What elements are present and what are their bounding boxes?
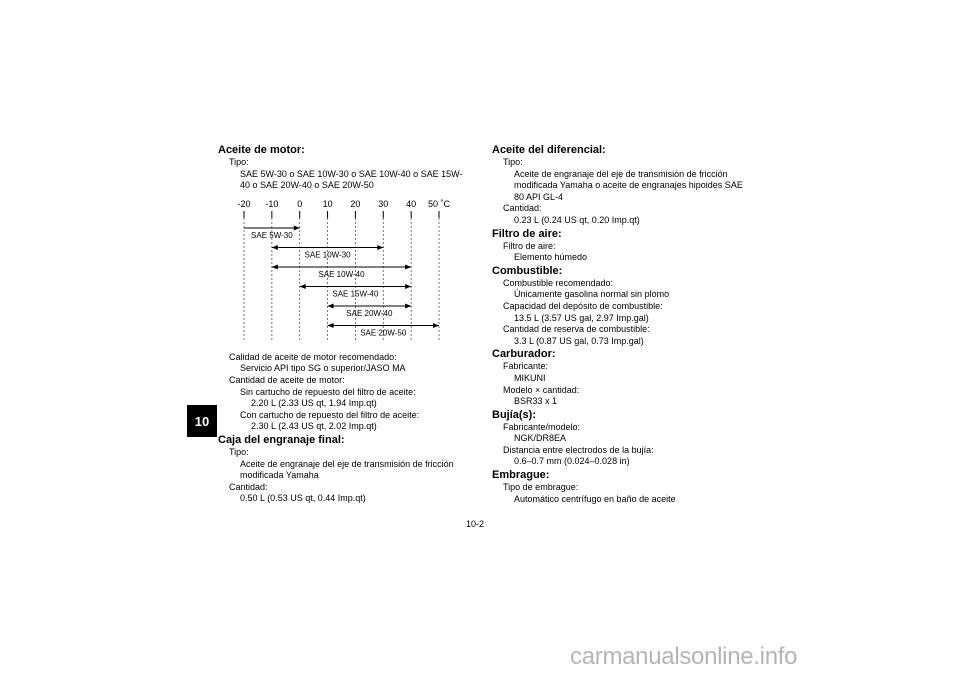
spark-plug-heading: Bujía(s): (492, 408, 536, 421)
clutch-value: Automático centrífugo en baño de aceite (514, 493, 676, 504)
chapter-tab: 10 (187, 405, 217, 437)
range-arrow-left (328, 303, 334, 308)
final-gear-qty-label: Cantidad: (229, 481, 268, 492)
page-number: 10-2 (466, 519, 485, 529)
without-filter-value: 2.20 L (2.33 US qt, 1.94 Imp.qt) (251, 398, 377, 409)
final-gear-qty-value: 0.50 L (0.53 US qt, 0.44 Imp.qt) (240, 493, 366, 504)
range-arrow-left (272, 264, 278, 269)
fuel-reserve-label: Cantidad de reserva de combustible: (503, 324, 650, 335)
differential-qty-value: 0.23 L (0.24 US qt, 0.20 Imp.qt) (514, 214, 640, 225)
range-label: SAE 20W-50 (360, 328, 407, 338)
range-label: SAE 10W-30 (304, 250, 351, 260)
without-filter-label: Sin cartucho de repuesto del filtro de aceite: (240, 386, 416, 397)
engine-oil-type-label: Tipo: (229, 157, 249, 167)
carburetor-model-label: Modelo × cantidad: (503, 384, 580, 395)
final-gear-type-line2: modificada Yamaha (240, 470, 319, 481)
left-column (218, 143, 480, 505)
tick-label: 50 ˚C (427, 198, 451, 209)
clutch-label: Tipo de embrague: (503, 482, 579, 493)
air-filter-value: Elemento húmedo (514, 252, 588, 263)
fuel-tank-label: Capacidad del depósito de combustible: (503, 300, 663, 311)
right-column (492, 143, 754, 505)
carburetor-model-value: BSR33 x 1 (514, 396, 558, 407)
final-gear-heading: Caja del engranaje final: (218, 433, 345, 446)
watermark: carmanualsonline.info (570, 643, 798, 670)
differential-heading: Aceite del diferencial: (492, 144, 606, 156)
tick-label: 20 (350, 198, 361, 209)
engine-oil-type-line2: 40 o SAE 20W-40 o SAE 20W-50 (240, 180, 374, 191)
final-gear-type-line1: Aceite de engranaje del eje de transmisión de fricción (240, 458, 454, 469)
engine-oil-heading: Aceite de motor: (218, 144, 305, 156)
air-filter-heading: Filtro de aire: (492, 227, 562, 240)
range-arrow-right (294, 225, 300, 230)
oil-grade-label: Calidad de aceite de motor recomendado: (229, 351, 397, 362)
range-arrow-left (328, 323, 334, 328)
fuel-reserve-value: 3.3 L (0.87 US gal, 0.73 Imp.gal) (514, 335, 644, 346)
with-filter-value: 2.30 L (2.43 US qt, 2.02 Imp.qt) (251, 421, 377, 432)
differential-type-line1: Aceite de engranaje del eje de transmisión de fricción (514, 168, 728, 179)
range-arrow-left (272, 245, 278, 250)
carburetor-heading: Carburador: (492, 348, 556, 361)
differential-qty-label: Cantidad: (503, 203, 542, 214)
range-arrow-right (377, 245, 383, 250)
oil-viscosity-chart-svg (218, 198, 458, 344)
spark-plug-gap-value: 0.6–0.7 mm (0.024–0.028 in) (514, 456, 630, 467)
range-label: SAE 10W-40 (318, 269, 365, 279)
differential-type-label: Tipo: (503, 157, 523, 167)
range-arrow-right (405, 264, 411, 269)
fuel-rec-value: Únicamente gasolina normal sin plomo (514, 289, 670, 300)
spark-plug-gap-label: Distancia entre electrodos de la bujía: (503, 444, 654, 455)
final-gear-type-label: Tipo: (229, 446, 249, 457)
clutch-heading: Embrague: (492, 469, 550, 482)
differential-type-line3: 80 API GL-4 (514, 191, 564, 202)
range-arrow-right (405, 284, 411, 289)
with-filter-label: Con cartucho de repuesto del filtro de aceite: (240, 409, 420, 420)
spark-plug-maker-label: Fabricante/modelo: (503, 421, 581, 432)
fuel-rec-label: Combustible recomendado: (503, 277, 614, 288)
air-filter-label: Filtro de aire: (503, 240, 556, 251)
tick-label: 30 (378, 198, 389, 209)
tick-label: 0 (297, 198, 303, 209)
range-arrow-right (405, 303, 411, 308)
oil-grade-value: Servicio API tipo SG o superior/JASO MA (240, 363, 406, 374)
carburetor-maker-label: Fabricante: (503, 361, 549, 372)
range-label: SAE 20W-40 (346, 308, 393, 318)
range-arrow-right (433, 323, 439, 328)
fuel-tank-value: 13.5 L (3.57 US gal, 2.97 Imp.gal) (514, 312, 649, 323)
oil-quantity-label: Cantidad de aceite de motor: (229, 374, 345, 385)
fuel-heading: Combustible: (492, 264, 563, 277)
range-arrow-left (300, 284, 306, 289)
spark-plug-maker-value: NGK/DR8EA (514, 433, 567, 444)
tick-label: 10 (322, 198, 333, 209)
range-label: SAE 15W-40 (332, 289, 379, 299)
engine-oil-type-line1: SAE 5W-30 o SAE 10W-30 o SAE 10W-40 o SAE 15W- (240, 168, 463, 179)
tick-label: -20 (237, 198, 251, 209)
range-label: SAE 5W-30 (251, 230, 293, 240)
differential-type-line2: modificada Yamaha o aceite de engranajes hipoides SAE (514, 180, 743, 191)
tick-label: 40 (406, 198, 417, 209)
carburetor-maker-value: MIKUNI (514, 372, 546, 383)
tick-label: -10 (265, 198, 279, 209)
oil-viscosity-chart (218, 198, 458, 344)
